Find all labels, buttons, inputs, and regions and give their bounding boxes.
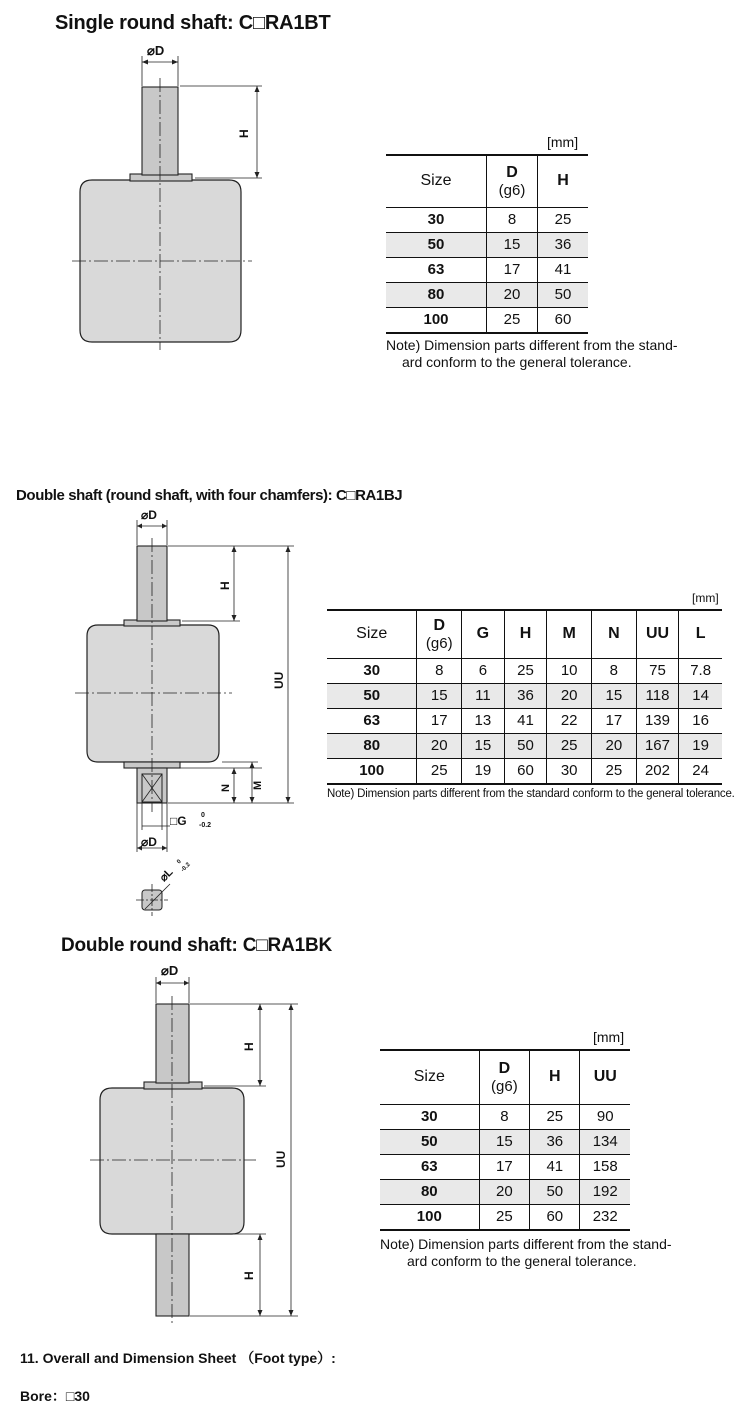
table-row: 80 20 15 50 25 20 167 19 [327,733,722,758]
col-uu: UU [580,1050,630,1104]
section3-title: Double round shaft: C□RA1BK [61,935,333,956]
dim-g-label: □G [170,814,187,828]
dim-n-label: N [220,784,232,792]
section2-title: Double shaft (round shaft, with four chamfers): C□RA1BJ [16,487,403,504]
col-h: H [538,155,589,207]
footer-bore: Bore：□30 [20,1388,90,1404]
dim-d-bottom-label: ⌀D [141,835,157,849]
table-row: 30 8 25 90 [380,1104,630,1129]
dim-m-label: M [252,780,264,790]
table-row: 100 25 60 [386,307,588,333]
dim-d-label: ⌀D [161,963,179,978]
table-row: 80 20 50 [386,282,588,307]
dim-d-top-label: ⌀D [141,508,157,522]
section1-title: Single round shaft: C□RA1BT [55,12,331,34]
col-size: Size [380,1050,479,1104]
shaft-bottom [156,1234,189,1316]
dim-h-bottom-label: H [242,1271,256,1280]
table-row: 100 25 60 232 [380,1204,630,1230]
col-uu: UU [636,610,679,658]
col-l: L [679,610,722,658]
col-d: D (g6) [487,155,538,207]
col-n: N [592,610,637,658]
table-row: 63 17 13 41 22 17 139 16 [327,708,722,733]
dim-g-tol-bottom: -0.2 [199,822,212,829]
section1-note: Note) Dimension parts different from the stand- ard conform to the general tolerance. [386,337,678,370]
footer-heading: 11. Overall and Dimension Sheet （Foot type）: [20,1350,336,1366]
col-g: G [462,610,505,658]
table-row: 80 20 50 192 [380,1179,630,1204]
table-row: 30 8 25 [386,207,588,232]
table-row: 63 17 41 [386,257,588,282]
table-row: 50 15 36 134 [380,1129,630,1154]
section2-unit: [mm] [692,591,719,605]
col-d: D (g6) [479,1050,530,1104]
dim-h-label: H [237,129,251,138]
shaft-top [156,1004,189,1083]
table-row: 100 25 19 60 30 25 202 24 [327,758,722,784]
col-m: M [547,610,592,658]
dim-uu-label: UU [274,1150,288,1168]
table-row: 50 15 11 36 20 15 118 14 [327,683,722,708]
col-d: D (g6) [417,610,462,658]
dim-g-tol-top: 0 [201,812,205,819]
section1-unit: [mm] [547,134,579,150]
section3-note: Note) Dimension parts different from the stand- ard conform to the general tolerance. [380,1236,672,1269]
svg-text:0: 0 [176,858,183,866]
dim-uu-label: UU [272,671,286,689]
dim-l-label: ⌀L [157,866,176,885]
table-row: 50 15 36 [386,232,588,257]
col-h: H [504,610,547,658]
table-row: 30 8 6 25 10 8 75 7.8 [327,658,722,683]
col-size: Size [386,155,487,207]
table-row: 63 17 41 158 [380,1154,630,1179]
svg-text:-0.2: -0.2 [180,861,192,874]
section3-table [380,1049,630,1231]
dim-d-label: ⌀D [147,43,165,58]
section3-unit: [mm] [593,1029,625,1045]
col-size: Size [327,610,417,658]
col-h: H [530,1050,580,1104]
section2-note: Note) Dimension parts different from the standard conform to the general tolerance. [327,788,735,800]
dim-h-label: H [218,581,232,590]
dim-h-top-label: H [242,1042,256,1051]
